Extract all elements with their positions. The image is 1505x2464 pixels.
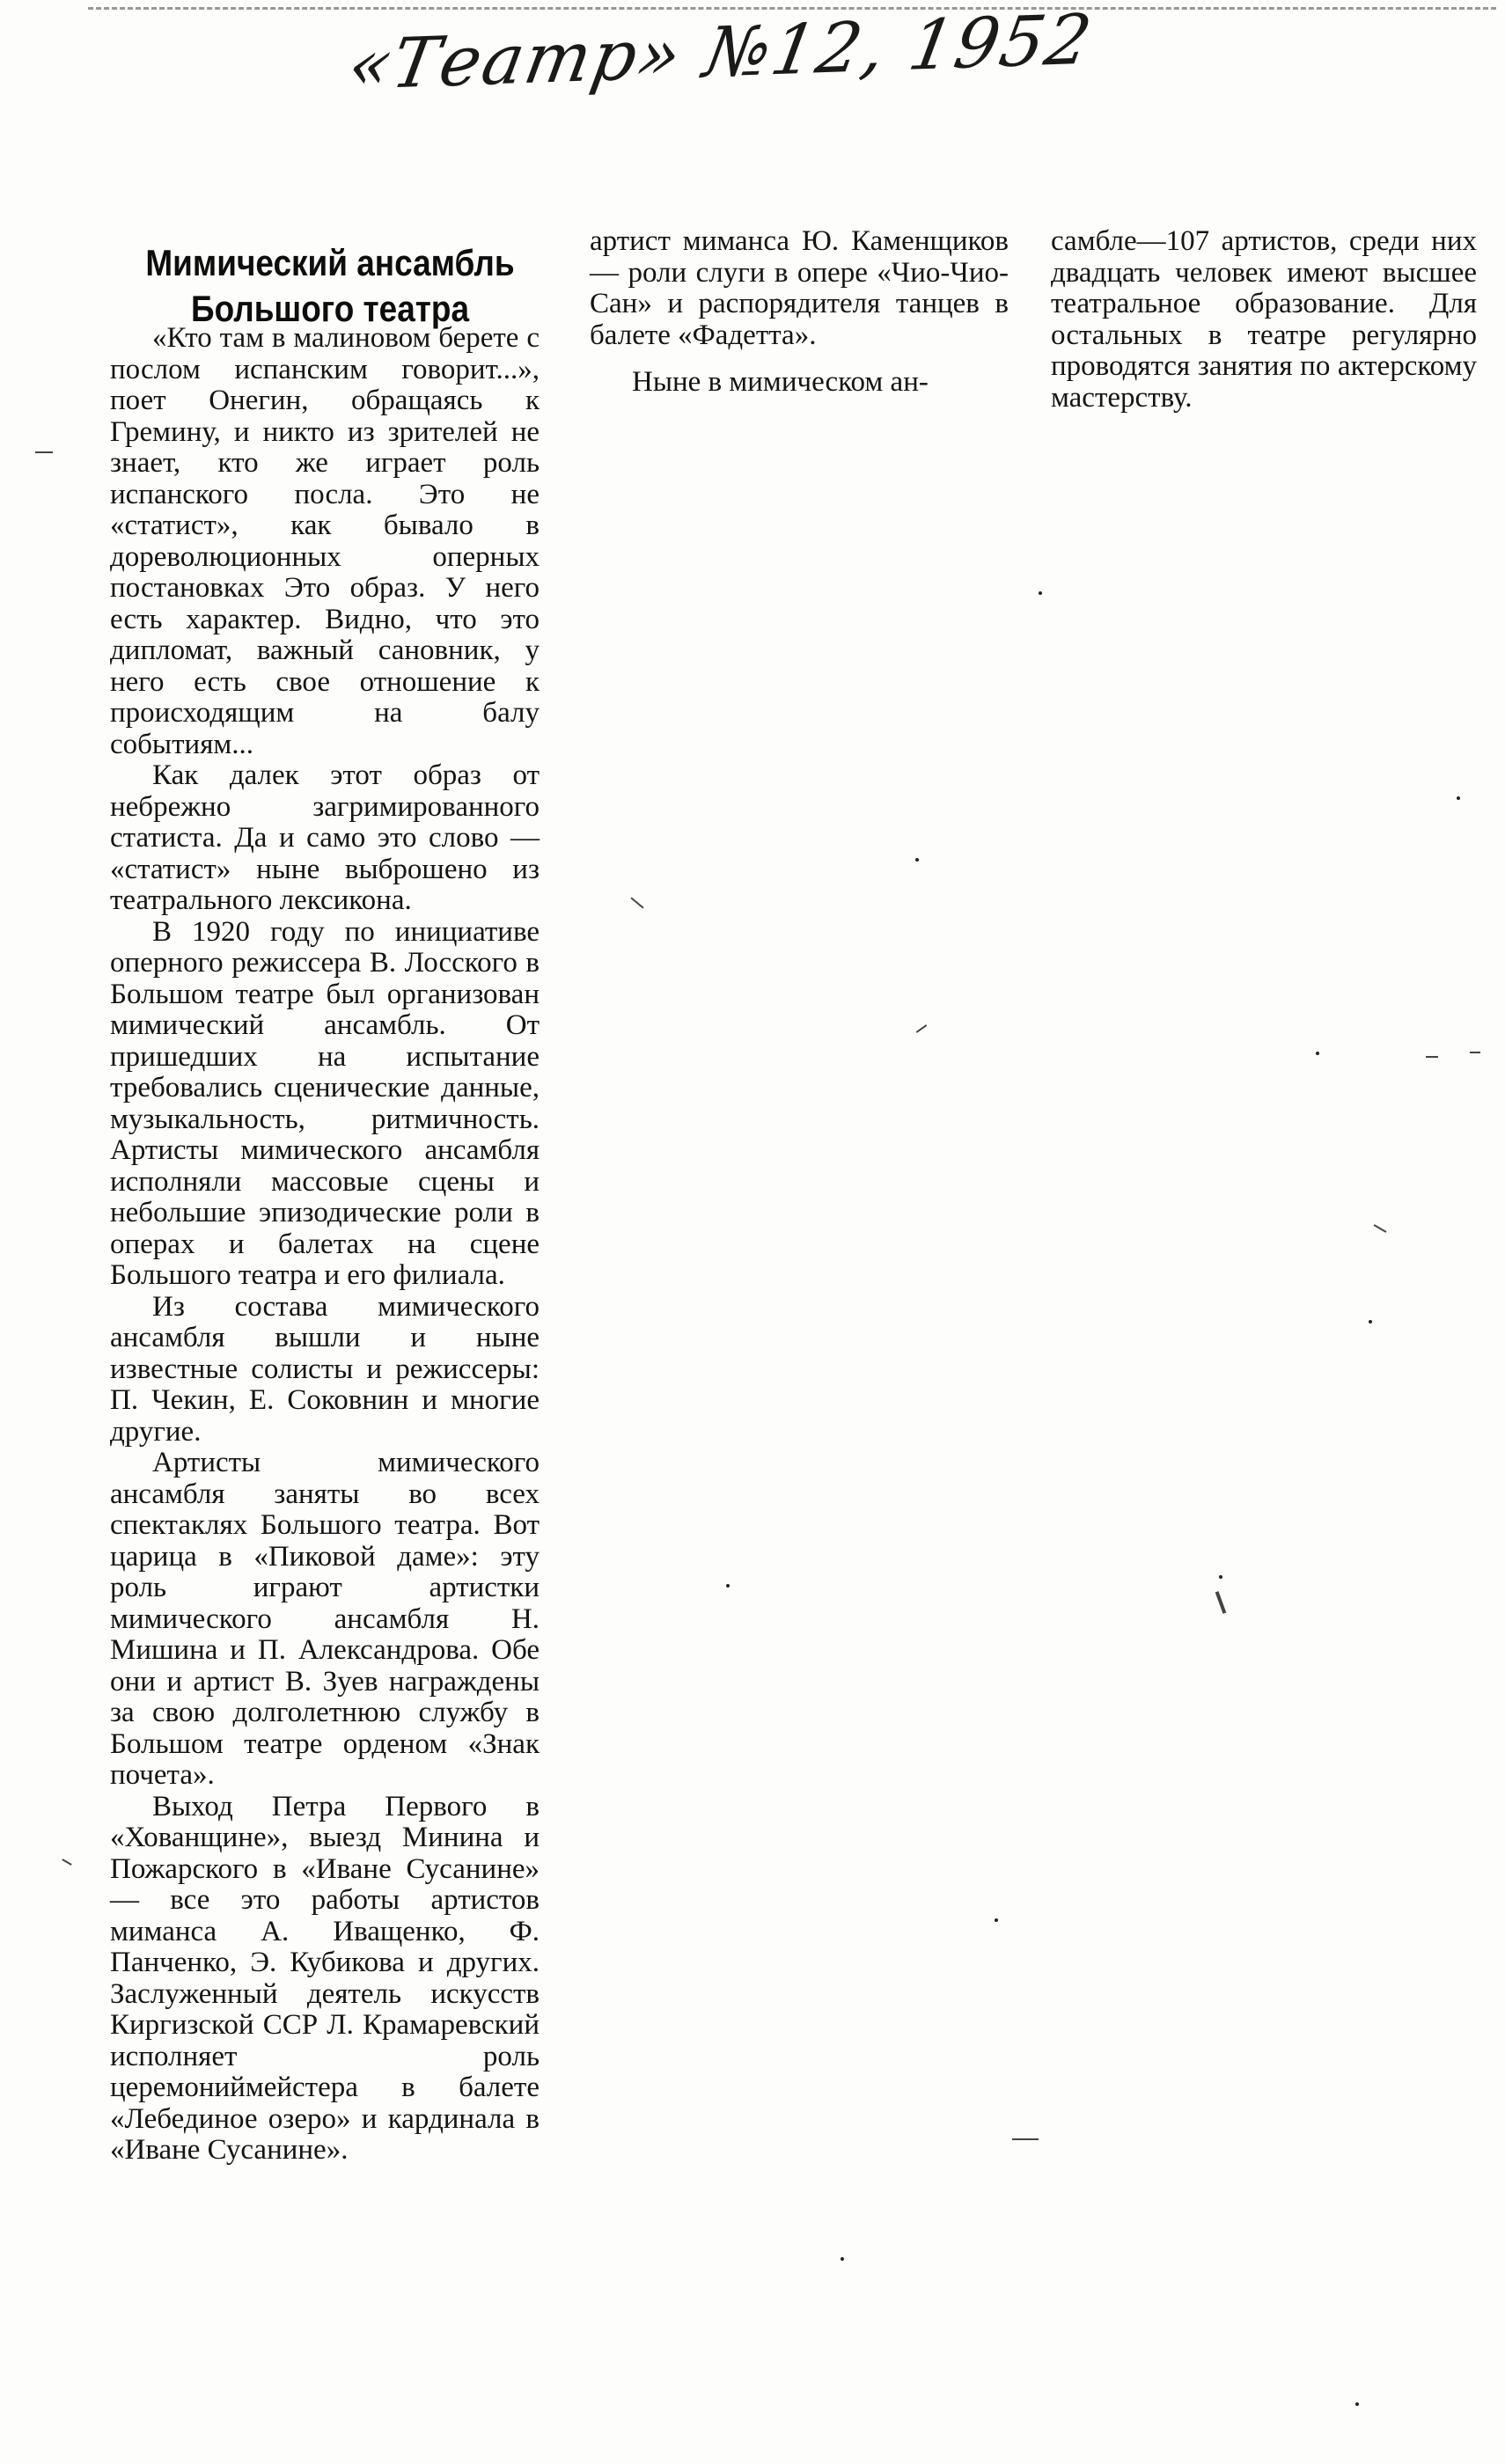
scan-speck [1039, 591, 1042, 595]
scan-speck [841, 2257, 844, 2261]
headline-line-1: Мимический ансамбль [145, 242, 515, 284]
scan-edge-line [88, 7, 1496, 10]
scan-speck [1369, 1320, 1372, 1324]
scan-speck [726, 1584, 730, 1588]
paragraph: В 1920 году по инициативе оперного режиссера В. Лосского в Большом театре был организован мимический ансамбль. От пришедших на испытание требовались сценические данные, музыкальность, ритмичность. Артисты мимического ансамбля исполняли массовые сцены и небольшие эпизодические роли в операх и балетах на сцене Большого театра и его филиала. [110, 915, 540, 1291]
scan-mark [1470, 1052, 1480, 1053]
paragraph: Как далек этот образ от небрежно загримированного статиста. Да и само это слово — «статист» ныне выброшено из театрального лексикона. [110, 759, 540, 916]
scan-speck [915, 858, 919, 862]
paragraph: самбле—107 артистов, среди них двадцать человек имеют высшее театральное образование. Для остальных в театре регулярно проводятся занятия по актерскому мастерству. [1051, 225, 1477, 414]
scan-mark [62, 1859, 71, 1866]
scan-mark [916, 1024, 928, 1033]
scan-mark [1012, 2138, 1039, 2140]
handwritten-source-note: «Театр» №12, 1952 [341, 0, 1099, 106]
paragraph: артист миманса Ю. Каменщиков — роли слуги в опере «Чио-Чио-Сан» и распорядителя танцев в балете «Фадетта». [590, 225, 1009, 351]
scan-mark [1374, 1224, 1387, 1233]
article-column-3 [1051, 226, 1477, 414]
headline-line-2: Большого театра [190, 288, 470, 330]
scan-mark [35, 451, 53, 453]
paragraph: Ныне в мимическом ан- [632, 366, 929, 398]
scan-mark [630, 897, 643, 908]
scan-mark [1426, 1056, 1438, 1058]
scan-speck [1219, 1575, 1222, 1579]
scan-mark [1215, 1591, 1227, 1614]
paragraph: Из состава мимического ансамбля вышли и ныне известные солисты и режиссеры: П. Чекин, Е. Соковнин и многие другие. [110, 1290, 540, 1448]
paragraph: Артисты мимического ансамбля заняты во всех спектаклях Большого театра. Вот царица в «Пиковой даме»: эту роль играют артистки мимического ансамбля Н. Мишина и П. Александрова. Обе они и артист В. Зуев награждены за свою долголетнюю службу в Большом театре орденом «Знак почета». [110, 1447, 540, 1791]
scan-speck [1457, 796, 1460, 800]
scan-speck [1316, 1052, 1319, 1055]
scan-speck [1355, 2402, 1359, 2406]
paragraph: Выход Петра Первого в «Хованщине», выезд Минина и Пожарского в «Иване Сусанине» — все это работы артистов миманса А. Иващенко, Ф. Панченко, Э. Кубикова и других. Заслуженный деятель искусств Киргизской ССР Л. Крамаревский исполняет роль церемониймейстера в балете «Лебединое озеро» и кардинала в «Иване Сусанине». [110, 1790, 540, 2166]
article-column-2 [590, 226, 1009, 399]
paragraph: «Кто там в малиновом берете с послом испанским говорит...», поет Онегин, обращаясь к Гремину, и никто из зрителей не знает, кто же играет роль испанского посла. Это не «статист», как бывало в дореволюционных оперных постановках Это образ. У него есть характер. Видно, что это дипломат, важный сановник, у него есть свое отношение к происходящим на балу событиям... [110, 322, 540, 760]
article-headline [144, 240, 516, 332]
article-column-1 [110, 323, 540, 2167]
scan-speck [995, 1918, 998, 1922]
